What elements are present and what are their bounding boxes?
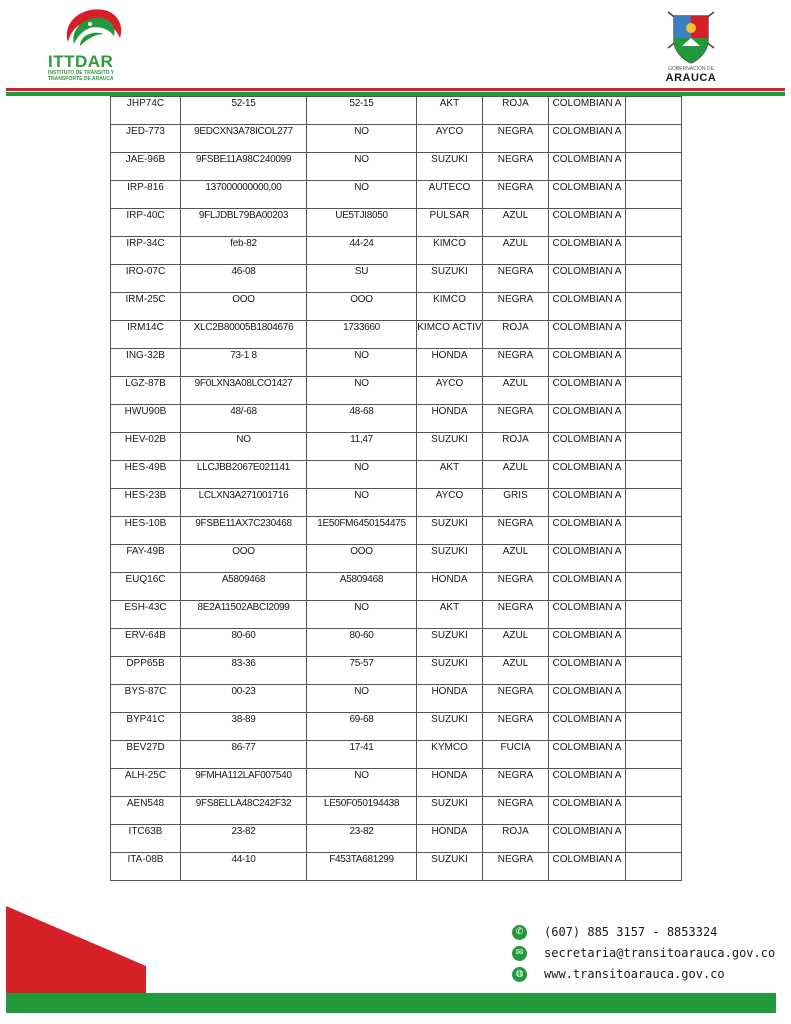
cell-plate: IRP-816 xyxy=(111,181,181,209)
cell-color: NEGRA xyxy=(483,601,549,629)
cell-extra xyxy=(626,125,682,153)
cell-nationality: COLOMBIAN A xyxy=(549,685,626,713)
cell-color: NEGRA xyxy=(483,713,549,741)
cell-plate: JHP74C xyxy=(111,97,181,125)
cell-brand: AKT xyxy=(417,461,483,489)
cell-engine: 17-41 xyxy=(307,741,417,769)
cell-engine: 1733660 xyxy=(307,321,417,349)
cell-extra xyxy=(626,237,682,265)
cell-plate: JAE-96B xyxy=(111,153,181,181)
cell-chassis: 52-15 xyxy=(181,97,307,125)
cell-nationality: COLOMBIAN A xyxy=(549,265,626,293)
cell-nationality: COLOMBIAN A xyxy=(549,293,626,321)
cell-brand: KYMCO xyxy=(417,741,483,769)
cell-extra xyxy=(626,741,682,769)
vehicle-table-container xyxy=(110,96,682,881)
footer-green-band xyxy=(6,993,776,1013)
table-row xyxy=(111,461,682,489)
cell-plate: DPP65B xyxy=(111,657,181,685)
phone-text: (607) 885 3157 - 8853324 xyxy=(544,925,718,939)
cell-color: AZUL xyxy=(483,377,549,405)
cell-engine: NO xyxy=(307,153,417,181)
cell-nationality: COLOMBIAN A xyxy=(549,209,626,237)
cell-extra xyxy=(626,405,682,433)
cell-engine: SU xyxy=(307,265,417,293)
cell-extra xyxy=(626,97,682,125)
cell-extra xyxy=(626,797,682,825)
cell-engine: 48-68 xyxy=(307,405,417,433)
cell-engine: 23-82 xyxy=(307,825,417,853)
table-row xyxy=(111,629,682,657)
cell-engine: LE50F050194438 xyxy=(307,797,417,825)
cell-plate: ALH-25C xyxy=(111,769,181,797)
cell-nationality: COLOMBIAN A xyxy=(549,433,626,461)
cell-extra xyxy=(626,461,682,489)
cell-color: AZUL xyxy=(483,545,549,573)
cell-color: ROJA xyxy=(483,825,549,853)
cell-chassis: LCLXN3A271001716 xyxy=(181,489,307,517)
cell-plate: LGZ-87B xyxy=(111,377,181,405)
cell-plate: HES-23B xyxy=(111,489,181,517)
cell-nationality: COLOMBIAN A xyxy=(549,237,626,265)
cell-extra xyxy=(626,713,682,741)
cell-chassis: feb-82 xyxy=(181,237,307,265)
cell-extra xyxy=(626,657,682,685)
cell-chassis: 137000000000,00 xyxy=(181,181,307,209)
table-row xyxy=(111,237,682,265)
table-row xyxy=(111,125,682,153)
cell-brand: SUZUKI xyxy=(417,797,483,825)
cell-color: ROJA xyxy=(483,321,549,349)
cell-extra xyxy=(626,181,682,209)
cell-nationality: COLOMBIAN A xyxy=(549,517,626,545)
cell-plate: ITC63B xyxy=(111,825,181,853)
cell-brand: HONDA xyxy=(417,685,483,713)
cell-brand: AYCO xyxy=(417,125,483,153)
table-row xyxy=(111,209,682,237)
cell-nationality: COLOMBIAN A xyxy=(549,797,626,825)
cell-extra xyxy=(626,265,682,293)
cell-extra xyxy=(626,545,682,573)
cell-chassis: NO xyxy=(181,433,307,461)
cell-color: NEGRA xyxy=(483,293,549,321)
cell-nationality: COLOMBIAN A xyxy=(549,125,626,153)
cell-plate: BYP41C xyxy=(111,713,181,741)
table-row xyxy=(111,769,682,797)
cell-plate: HEV-02B xyxy=(111,433,181,461)
cell-chassis: LLCJBB2067E021141 xyxy=(181,461,307,489)
cell-chassis: 9FMHA112LAF007540 xyxy=(181,769,307,797)
cell-nationality: COLOMBIAN A xyxy=(549,657,626,685)
cell-brand: KIMCO ACTIV xyxy=(417,321,483,349)
cell-extra xyxy=(626,685,682,713)
logo-subtitle-1: INSTITUTO DE TRÁNSITO Y xyxy=(48,70,115,76)
cell-brand: AKT xyxy=(417,97,483,125)
cell-nationality: COLOMBIAN A xyxy=(549,349,626,377)
cell-brand: PULSAR xyxy=(417,209,483,237)
cell-nationality: COLOMBIAN A xyxy=(549,741,626,769)
gobernacion-arauca-logo xyxy=(660,8,722,86)
cell-brand: SUZUKI xyxy=(417,433,483,461)
cell-extra xyxy=(626,349,682,377)
cell-chassis: 9FS8ELLA48C242F32 xyxy=(181,797,307,825)
cell-color: NEGRA xyxy=(483,405,549,433)
cell-brand: AKT xyxy=(417,601,483,629)
cell-chassis: 46-08 xyxy=(181,265,307,293)
logo-name: ITTDAR xyxy=(48,52,114,71)
cell-brand: AUTECO xyxy=(417,181,483,209)
cell-plate: IRP-40C xyxy=(111,209,181,237)
cell-engine: 11,47 xyxy=(307,433,417,461)
table-row xyxy=(111,713,682,741)
cell-extra xyxy=(626,629,682,657)
cell-engine: NO xyxy=(307,769,417,797)
cell-extra xyxy=(626,769,682,797)
cell-color: AZUL xyxy=(483,209,549,237)
cell-nationality: COLOMBIAN A xyxy=(549,573,626,601)
table-row xyxy=(111,517,682,545)
whatsapp-icon: ✆ xyxy=(512,925,527,940)
cell-plate: IRO-07C xyxy=(111,265,181,293)
cell-brand: SUZUKI xyxy=(417,153,483,181)
table-row xyxy=(111,377,682,405)
cell-nationality: COLOMBIAN A xyxy=(549,825,626,853)
cell-nationality: COLOMBIAN A xyxy=(549,405,626,433)
cell-engine: 75-57 xyxy=(307,657,417,685)
cell-engine: OOO xyxy=(307,545,417,573)
cell-chassis: 44-10 xyxy=(181,853,307,881)
cell-chassis: 83-36 xyxy=(181,657,307,685)
table-row xyxy=(111,685,682,713)
cell-chassis: 38-89 xyxy=(181,713,307,741)
cell-color: NEGRA xyxy=(483,265,549,293)
table-row xyxy=(111,433,682,461)
cell-brand: HONDA xyxy=(417,769,483,797)
cell-chassis: A5809468 xyxy=(181,573,307,601)
cell-color: NEGRA xyxy=(483,349,549,377)
cell-plate: AEN548 xyxy=(111,797,181,825)
cell-color: FUCIA xyxy=(483,741,549,769)
email-text[interactable]: secretaria@transitoarauca.gov.co xyxy=(544,946,776,960)
cell-chassis: 9FSBE11AX7C230468 xyxy=(181,517,307,545)
cell-brand: SUZUKI xyxy=(417,629,483,657)
cell-engine: NO xyxy=(307,601,417,629)
cell-plate: HES-49B xyxy=(111,461,181,489)
table-row xyxy=(111,97,682,125)
cell-nationality: COLOMBIAN A xyxy=(549,97,626,125)
cell-engine: OOO xyxy=(307,293,417,321)
cell-color: NEGRA xyxy=(483,517,549,545)
table-row xyxy=(111,265,682,293)
table-row xyxy=(111,153,682,181)
cell-extra xyxy=(626,153,682,181)
cell-chassis: OOO xyxy=(181,545,307,573)
cell-nationality: COLOMBIAN A xyxy=(549,153,626,181)
cell-engine: F453TA681299 xyxy=(307,853,417,881)
cell-brand: SUZUKI xyxy=(417,713,483,741)
table-row xyxy=(111,573,682,601)
cell-brand: AYCO xyxy=(417,377,483,405)
cell-plate: FAY-49B xyxy=(111,545,181,573)
cell-chassis: 73-1 8 xyxy=(181,349,307,377)
cell-color: NEGRA xyxy=(483,797,549,825)
cell-nationality: COLOMBIAN A xyxy=(549,181,626,209)
cell-plate: ERV-64B xyxy=(111,629,181,657)
cell-extra xyxy=(626,517,682,545)
cell-extra xyxy=(626,853,682,881)
cell-chassis: 80-60 xyxy=(181,629,307,657)
cell-plate: ESH-43C xyxy=(111,601,181,629)
email-icon: ✉ xyxy=(512,946,527,961)
cell-brand: SUZUKI xyxy=(417,265,483,293)
table-row xyxy=(111,545,682,573)
cell-color: NEGRA xyxy=(483,853,549,881)
cell-extra xyxy=(626,489,682,517)
cell-engine: NO xyxy=(307,181,417,209)
cell-engine: A5809468 xyxy=(307,573,417,601)
cell-color: ROJA xyxy=(483,433,549,461)
cell-plate: IRM14C xyxy=(111,321,181,349)
cell-nationality: COLOMBIAN A xyxy=(549,629,626,657)
cell-color: GRIS xyxy=(483,489,549,517)
table-row xyxy=(111,657,682,685)
cell-brand: HONDA xyxy=(417,405,483,433)
table-row xyxy=(111,405,682,433)
cell-brand: KIMCO xyxy=(417,293,483,321)
cell-chassis: OOO xyxy=(181,293,307,321)
cell-engine: NO xyxy=(307,125,417,153)
cell-plate: ITA-08B xyxy=(111,853,181,881)
table-row xyxy=(111,853,682,881)
cell-nationality: COLOMBIAN A xyxy=(549,321,626,349)
table-row xyxy=(111,825,682,853)
header-red-band xyxy=(6,88,785,91)
cell-engine: 69-68 xyxy=(307,713,417,741)
cell-color: NEGRA xyxy=(483,769,549,797)
cell-engine: NO xyxy=(307,377,417,405)
cell-color: NEGRA xyxy=(483,573,549,601)
cell-plate: ING-32B xyxy=(111,349,181,377)
coat-of-arms-icon xyxy=(660,8,722,66)
cell-chassis: 8E2A11502ABCI2099 xyxy=(181,601,307,629)
cell-engine: 44-24 xyxy=(307,237,417,265)
cell-chassis: 86-77 xyxy=(181,741,307,769)
cell-engine: 80-60 xyxy=(307,629,417,657)
cell-chassis: 9F0LXN3A08LCO1427 xyxy=(181,377,307,405)
cell-engine: NO xyxy=(307,489,417,517)
cell-chassis: XLC2B80005B1804676 xyxy=(181,321,307,349)
cell-color: NEGRA xyxy=(483,685,549,713)
cell-engine: 1E50FM6450154475 xyxy=(307,517,417,545)
cell-chassis: 9FLJDBL79BA00203 xyxy=(181,209,307,237)
cell-color: NEGRA xyxy=(483,181,549,209)
cell-nationality: COLOMBIAN A xyxy=(549,461,626,489)
cell-engine: NO xyxy=(307,461,417,489)
cell-extra xyxy=(626,433,682,461)
cell-brand: SUZUKI xyxy=(417,545,483,573)
cell-brand: KIMCO xyxy=(417,237,483,265)
table-row xyxy=(111,181,682,209)
page-header xyxy=(0,0,791,100)
cell-color: AZUL xyxy=(483,237,549,265)
cell-extra xyxy=(626,321,682,349)
cell-color: AZUL xyxy=(483,629,549,657)
cell-color: AZUL xyxy=(483,461,549,489)
cell-nationality: COLOMBIAN A xyxy=(549,853,626,881)
logo-right-name: ARAUCA xyxy=(665,72,717,84)
cell-plate: IRM-25C xyxy=(111,293,181,321)
cell-engine: UE5TJI8050 xyxy=(307,209,417,237)
cell-nationality: COLOMBIAN A xyxy=(549,601,626,629)
cell-brand: HONDA xyxy=(417,825,483,853)
logo-subtitle-2: TRANSPORTE DE ARAUCA xyxy=(48,76,114,82)
cell-brand: AYCO xyxy=(417,489,483,517)
cell-nationality: COLOMBIAN A xyxy=(549,489,626,517)
cell-chassis: 9EDCXN3A78ICOL277 xyxy=(181,125,307,153)
cell-plate: BYS-87C xyxy=(111,685,181,713)
vehicle-table xyxy=(110,96,682,881)
cell-extra xyxy=(626,209,682,237)
cell-nationality: COLOMBIAN A xyxy=(549,545,626,573)
cell-extra xyxy=(626,601,682,629)
cell-extra xyxy=(626,377,682,405)
logo-right-subtitle: GOBERNACIÓN DE xyxy=(668,66,714,72)
cell-color: NEGRA xyxy=(483,125,549,153)
table-row xyxy=(111,489,682,517)
cell-plate: HES-10B xyxy=(111,517,181,545)
cell-engine: NO xyxy=(307,349,417,377)
table-row xyxy=(111,349,682,377)
table-row xyxy=(111,797,682,825)
cell-plate: HWU90B xyxy=(111,405,181,433)
cell-plate: EUQ16C xyxy=(111,573,181,601)
table-row xyxy=(111,321,682,349)
cell-brand: HONDA xyxy=(417,573,483,601)
ittdar-logo xyxy=(48,4,138,84)
table-row xyxy=(111,293,682,321)
cell-color: ROJA xyxy=(483,97,549,125)
globe-icon: ◍ xyxy=(512,967,527,982)
cell-color: AZUL xyxy=(483,657,549,685)
website-text[interactable]: www.transitoarauca.gov.co xyxy=(544,967,725,981)
cell-extra xyxy=(626,293,682,321)
vehicle-table-body xyxy=(111,97,682,881)
cell-nationality: COLOMBIAN A xyxy=(549,713,626,741)
cell-plate: BEV27D xyxy=(111,741,181,769)
cell-plate: JED-773 xyxy=(111,125,181,153)
cell-brand: SUZUKI xyxy=(417,517,483,545)
table-row xyxy=(111,741,682,769)
cell-plate: IRP-34C xyxy=(111,237,181,265)
cell-chassis: 00-23 xyxy=(181,685,307,713)
cell-chassis: 9FSBE11A98C240099 xyxy=(181,153,307,181)
cell-nationality: COLOMBIAN A xyxy=(549,377,626,405)
cell-chassis: 48/-68 xyxy=(181,405,307,433)
table-row xyxy=(111,601,682,629)
ittdar-emblem-icon xyxy=(60,4,126,54)
cell-extra xyxy=(626,825,682,853)
cell-color: NEGRA xyxy=(483,153,549,181)
cell-extra xyxy=(626,573,682,601)
cell-engine: 52-15 xyxy=(307,97,417,125)
cell-chassis: 23-82 xyxy=(181,825,307,853)
cell-brand: SUZUKI xyxy=(417,657,483,685)
cell-brand: SUZUKI xyxy=(417,853,483,881)
cell-engine: NO xyxy=(307,685,417,713)
cell-nationality: COLOMBIAN A xyxy=(549,769,626,797)
cell-brand: HONDA xyxy=(417,349,483,377)
